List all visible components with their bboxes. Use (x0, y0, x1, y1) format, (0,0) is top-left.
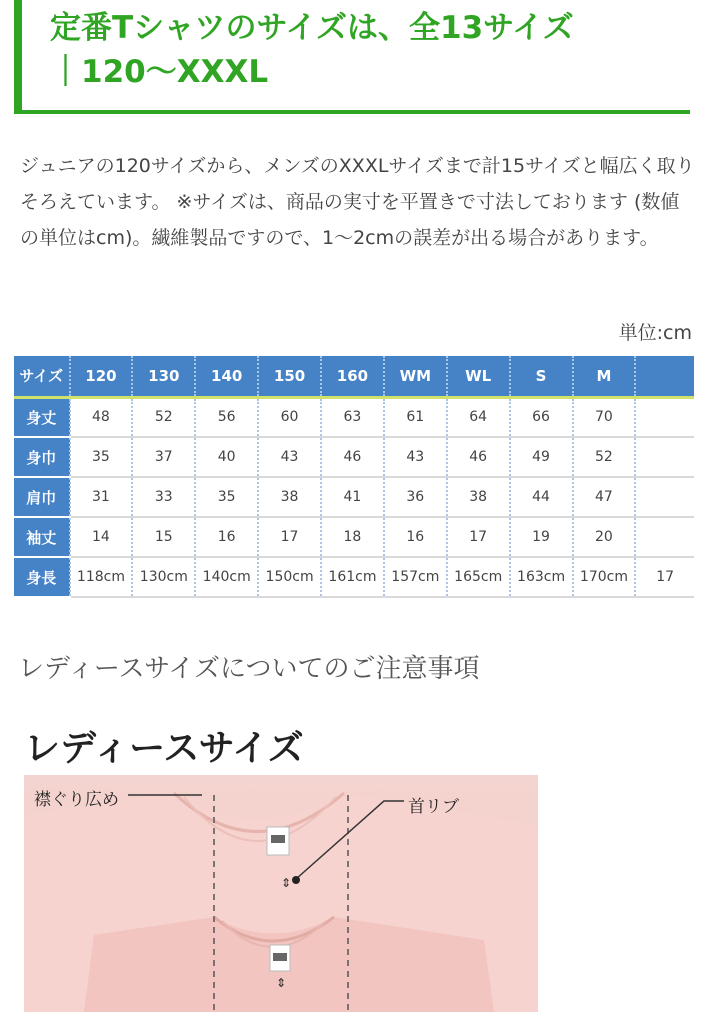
tshirt-illustration (24, 775, 538, 1012)
row-label: 身長 (14, 557, 70, 597)
intro-text: ジュニアの120サイズから、メンズのXXXLサイズまで計15サイズと幅広く取りそろえています。 ※サイズは、商品の実寸を平置きで寸法しております (数値の単位はcm)。繊維製品ですので、1〜2cmの誤差が出る場合があります。 (20, 155, 695, 249)
heading-line-2: ｜120〜XXXL (50, 54, 269, 90)
section-heading (14, 0, 690, 114)
table-cell: 52 (573, 437, 636, 477)
table-cell: 40 (195, 437, 258, 477)
table-cell: 157cm (384, 557, 447, 597)
table-cell: 36 (384, 477, 447, 517)
table-cell: 48 (70, 397, 133, 437)
tag-logo-front (273, 953, 287, 961)
table-cell (635, 517, 694, 557)
table-cell: 41 (321, 477, 384, 517)
table-cell: 31 (70, 477, 133, 517)
tag-logo-back (271, 835, 285, 843)
table-cell: 161cm (321, 557, 384, 597)
table-cell: 130cm (132, 557, 195, 597)
table-row (14, 517, 694, 557)
label-neck-wide: 襟ぐり広め (34, 790, 119, 810)
header-cell: 150 (258, 356, 321, 397)
table-cell: 15 (132, 517, 195, 557)
table-cell: 38 (447, 477, 510, 517)
table-row (14, 477, 694, 517)
table-cell (635, 397, 694, 437)
table-cell: 61 (384, 397, 447, 437)
table-cell (635, 437, 694, 477)
size-table-header (14, 356, 694, 397)
table-cell: 19 (510, 517, 573, 557)
table-cell: 49 (510, 437, 573, 477)
table-cell: 46 (321, 437, 384, 477)
table-cell: 44 (510, 477, 573, 517)
row-label: 肩巾 (14, 477, 70, 517)
table-cell: 66 (510, 397, 573, 437)
table-cell (635, 477, 694, 517)
table-cell: 43 (384, 437, 447, 477)
table-cell: 140cm (195, 557, 258, 597)
table-cell: 170cm (573, 557, 636, 597)
header-cell: 140 (195, 356, 258, 397)
tshirt-neck-photo (24, 775, 538, 1012)
table-cell: 63 (321, 397, 384, 437)
header-cell: WM (384, 356, 447, 397)
table-cell: 20 (573, 517, 636, 557)
label-neck-rib: 首リブ (408, 797, 459, 817)
table-cell: 14 (70, 517, 133, 557)
heading-line-1: 定番Tシャツのサイズは、全13サイズ (50, 10, 574, 46)
table-cell: 17 (258, 517, 321, 557)
table-cell: 35 (70, 437, 133, 477)
table-cell: 163cm (510, 557, 573, 597)
table-cell: 17 (635, 557, 694, 597)
table-row (14, 557, 694, 597)
table-cell: 56 (195, 397, 258, 437)
table-cell: 47 (573, 477, 636, 517)
header-cell: WL (447, 356, 510, 397)
table-cell: 165cm (447, 557, 510, 597)
header-cell (635, 356, 694, 397)
table-row (14, 437, 694, 477)
leader-dot (292, 876, 300, 884)
row-label: 身丈 (14, 397, 70, 437)
table-cell: 38 (258, 477, 321, 517)
table-cell: 17 (447, 517, 510, 557)
updown-arrow-icon: ⇕ (276, 976, 287, 990)
table-cell: 16 (195, 517, 258, 557)
header-cell: 120 (70, 356, 133, 397)
table-cell: 16 (384, 517, 447, 557)
header-cell: M (573, 356, 636, 397)
ladies-size-title: レディースサイズ (24, 728, 304, 769)
header-cell: サイズ (14, 356, 70, 397)
table-cell: 33 (132, 477, 195, 517)
table-cell: 60 (258, 397, 321, 437)
table-cell: 46 (447, 437, 510, 477)
notes-heading: レディースサイズについてのご注意事項 (18, 654, 480, 684)
table-cell: 150cm (258, 557, 321, 597)
header-cell: 160 (321, 356, 384, 397)
unit-label: 単位:cm (618, 322, 692, 344)
updown-arrow-icon: ⇕ (281, 876, 292, 890)
row-label: 身巾 (14, 437, 70, 477)
table-cell: 64 (447, 397, 510, 437)
table-cell: 35 (195, 477, 258, 517)
table-cell: 37 (132, 437, 195, 477)
table-cell: 52 (132, 397, 195, 437)
size-table (14, 356, 694, 600)
header-cell: S (510, 356, 573, 397)
row-label: 袖丈 (14, 517, 70, 557)
table-cell: 118cm (70, 557, 133, 597)
header-cell: 130 (132, 356, 195, 397)
table-cell: 70 (573, 397, 636, 437)
table-cell: 18 (321, 517, 384, 557)
table-row (14, 397, 694, 437)
table-cell: 43 (258, 437, 321, 477)
